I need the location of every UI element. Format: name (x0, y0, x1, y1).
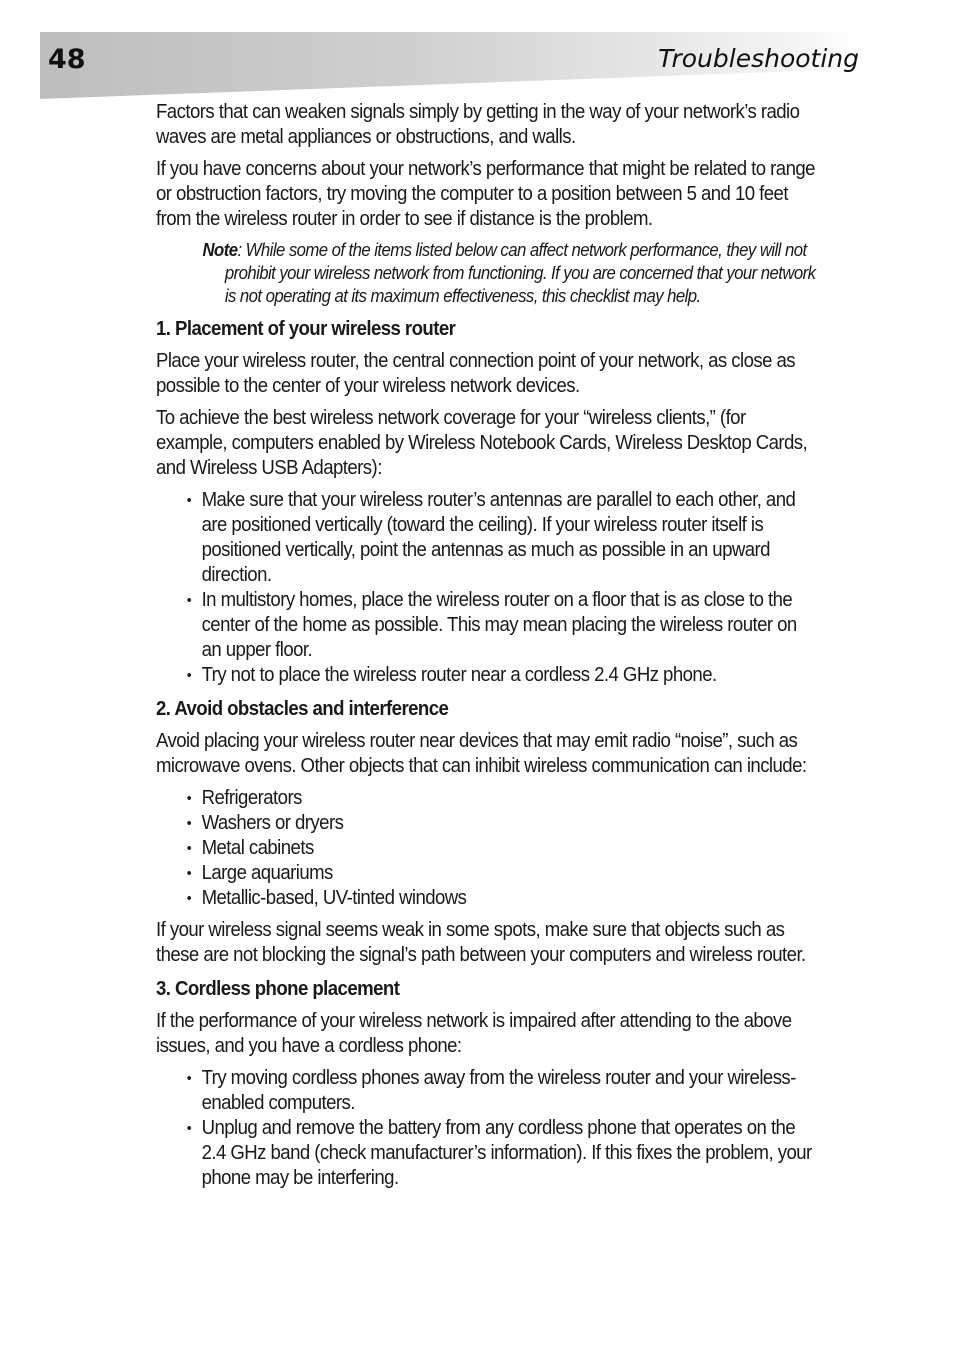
note-label: Note (202, 240, 238, 260)
section-3-heading: 3. Cordless phone placement (156, 978, 400, 1000)
list-item: • Refrigerators (202, 786, 817, 811)
list-item: • Try not to place the wireless router near a cordless 2.4 GHz phone. (202, 663, 817, 688)
intro-paragraph-1: Factors that can weaken signals simply by getting in the way of your network’s radio waves are metal appliances or obstructions, and walls. (156, 101, 800, 148)
note (203, 239, 817, 308)
section-1-list (156, 488, 816, 688)
note-text: : While some of the items listed below can affect network performance, they will not prohibit your wireless network from functioning. If you are concerned that your network is not operating at its maximum effectiveness, this checklist may help. (224, 240, 816, 306)
list-item: • Metal cabinets (202, 836, 817, 861)
section-1-heading: 1. Placement of your wireless router (156, 318, 456, 340)
list-item: • Try moving cordless phones away from the wireless router and your wireless-enabled computers. (202, 1066, 817, 1116)
section-1-paragraph-2: To achieve the best wireless network coverage for your “wireless clients,” (for example, computers enabled by Wireless Notebook Cards, Wireless Desktop Cards, and Wireless USB Adapters): (156, 407, 808, 479)
list-item: • Make sure that your wireless router’s antennas are parallel to each other, and are positioned vertically (toward the ceiling). If your wireless router itself is positioned vertically, point the antennas as much as possible in an upward direction. (202, 488, 817, 588)
list-item: • Washers or dryers (202, 811, 817, 836)
section-1-paragraph-1: Place your wireless router, the central connection point of your network, as close as possible to the center of your wireless network devices. (156, 350, 796, 397)
page-content (156, 100, 816, 1191)
section-2-paragraph-1: Avoid placing your wireless router near devices that may emit radio “noise”, such as microwave ovens. Other objects that can inhibit wireless communication can include: (156, 730, 807, 777)
intro-paragraph-2: If you have concerns about your network’s performance that might be related to range or obstruction factors, try moving the computer to a position between 5 and 10 feet from the wireless router in order to see if distance is the problem. (156, 158, 815, 230)
list-item: • Large aquariums (202, 861, 817, 886)
section-3-paragraph-1: If the performance of your wireless network is impaired after attending to the above issues, and you have a cordless phone: (156, 1010, 792, 1057)
list-item: • Metallic-based, UV-tinted windows (202, 886, 817, 911)
page-number: 48 (48, 44, 86, 75)
list-item: • Unplug and remove the battery from any cordless phone that operates on the 2.4 GHz band (check manufacturer’s information). If this fixes the problem, your phone may be interfering. (202, 1116, 817, 1191)
list-item: • In multistory homes, place the wireless router on a floor that is as close to the center of the home as possible. This may mean placing the wireless router on an upper floor. (202, 588, 817, 663)
section-title: Troubleshooting (658, 44, 859, 73)
section-2-heading: 2. Avoid obstacles and interference (156, 698, 449, 720)
section-2-list (156, 786, 816, 911)
section-3-list (156, 1066, 816, 1191)
section-2-paragraph-2: If your wireless signal seems weak in some spots, make sure that objects such as these are not blocking the signal’s path between your computers and wireless router. (156, 919, 806, 966)
